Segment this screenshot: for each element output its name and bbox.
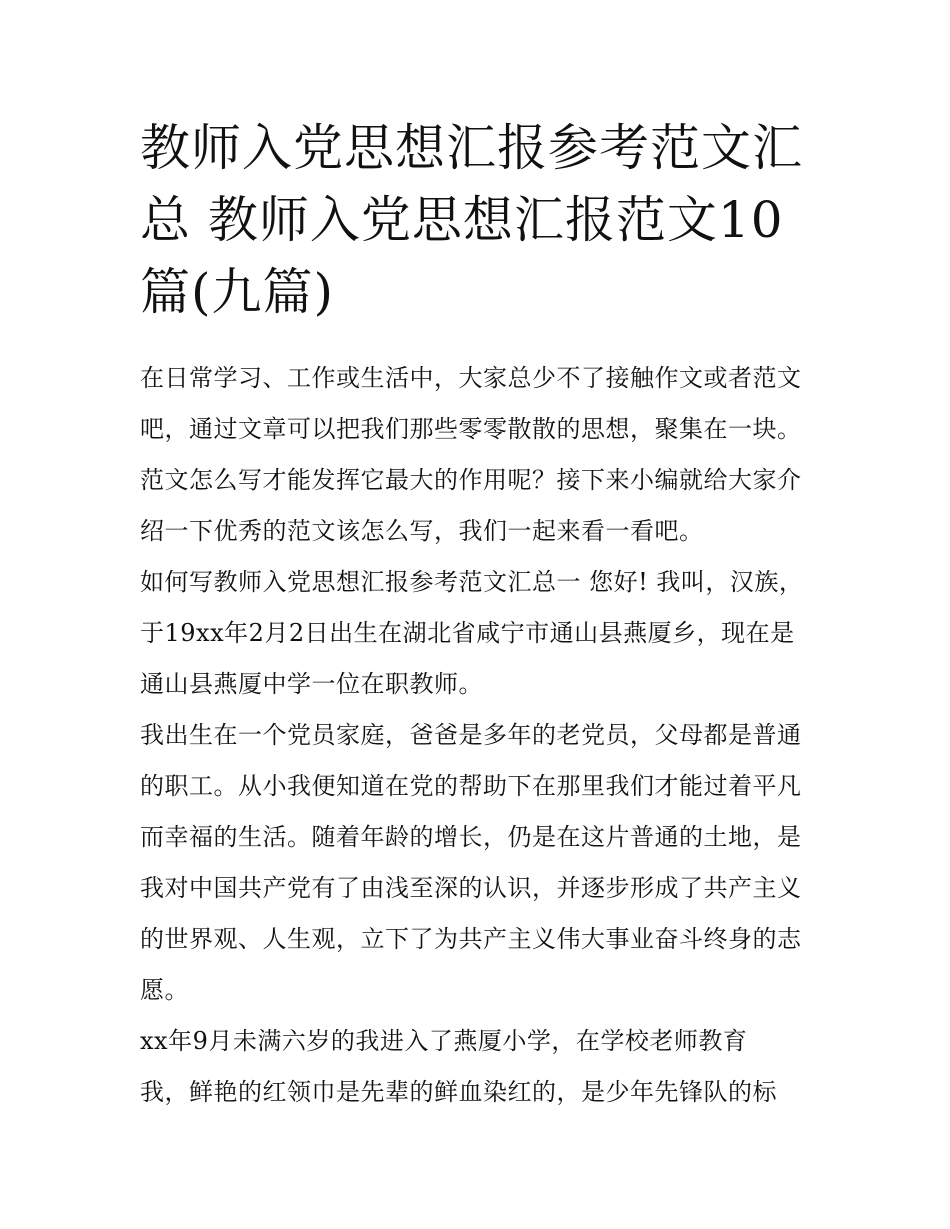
paragraph-line: 我，鲜艳的红领巾是先辈的鲜血染红的，是少年先锋队的标 [140,1078,777,1106]
paragraph-line: 的职工。从小我便知道在党的帮助下在那里我们才能过着平凡 [140,772,802,800]
document-title [140,112,820,328]
paragraph-intro [140,353,820,557]
document-body [140,353,820,1118]
paragraph-line: 我出生在一个党员家庭，爸爸是多年的老党员，父母都是普通 [140,721,802,749]
paragraph-line: 于19xx年2月2日出生在湖北省咸宁市通山县燕厦乡，现在是 [140,619,795,647]
title-line-1: 教师入党思想汇报参考范文汇 [140,119,803,177]
paragraph-line: 而幸福的生活。随着年龄的增长，仍是在这片普通的土地，是 [140,823,802,851]
paragraph-line: 通山县燕厦中学一位在职教师。 [140,670,483,698]
paragraph-line: 范文怎么写才能发挥它最大的作用呢？接下来小编就给大家介 [140,466,802,494]
paragraph-line: 吧，通过文章可以把我们那些零零散散的思想，聚集在一块。 [140,415,802,443]
paragraph-self-introduction [140,557,820,710]
title-line-2: 总 教师入党思想汇报范文10 [140,191,784,249]
paragraph-line: 愿。 [140,976,189,1004]
title-line-3: 篇(九篇) [140,263,335,321]
paragraph-family-background [140,710,820,1016]
paragraph-line: 我对中国共产党有了由浅至深的认识，并逐步形成了共产主义 [140,874,802,902]
paragraph-line: 的世界观、人生观，立下了为共产主义伟大事业奋斗终身的志 [140,925,802,953]
paragraph-line: 绍一下优秀的范文该怎么写，我们一起来看一看吧。 [140,517,704,545]
paragraph-line: xx年9月未满六岁的我进入了燕厦小学，在学校老师教育 [140,1027,748,1055]
paragraph-line: 在日常学习、工作或生活中，大家总少不了接触作文或者范文 [140,364,802,392]
paragraph-school-years [140,1016,820,1118]
paragraph-line: 如何写教师入党思想汇报参考范文汇总一 您好! 我叫，汉族， [140,568,804,596]
